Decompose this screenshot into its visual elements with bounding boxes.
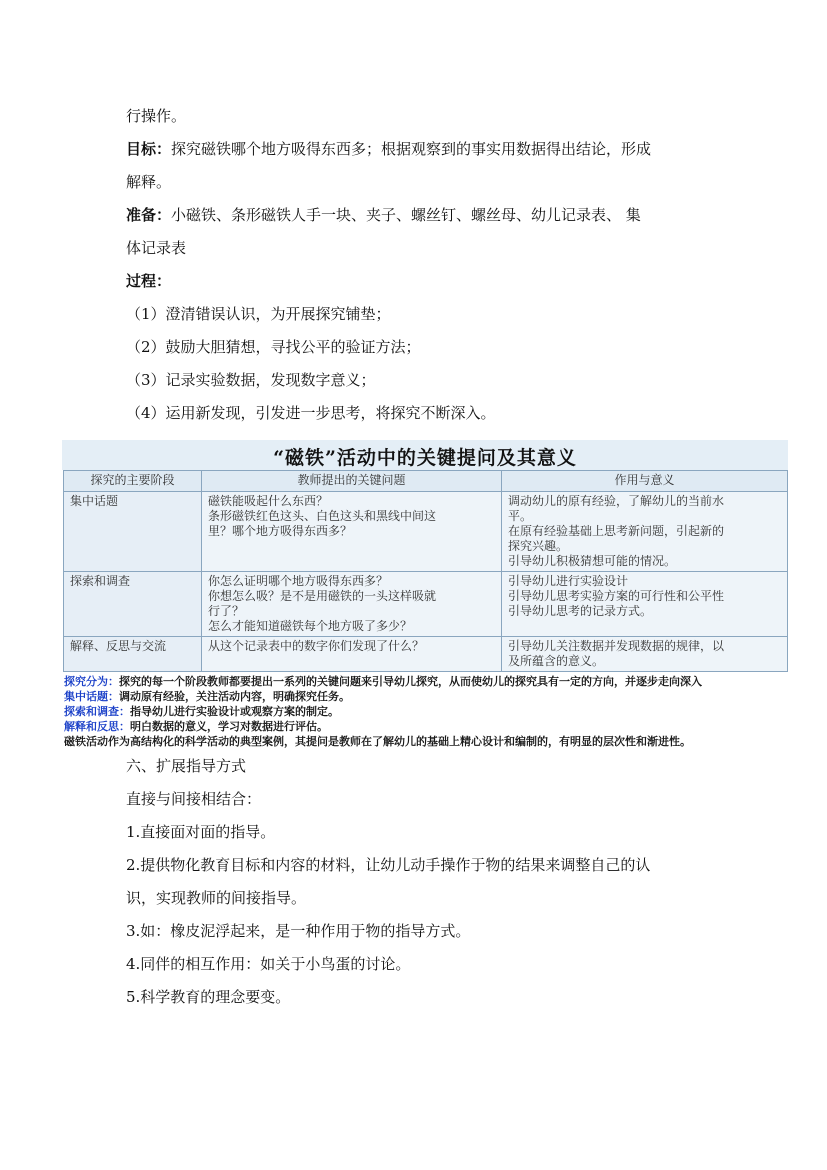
table-row <box>64 572 788 637</box>
figure-notes <box>64 674 788 749</box>
note-line: 解释和反思：明白数据的意义，学习对数据进行评估。 <box>64 720 328 733</box>
stage-cell: 探索和调查 <box>64 572 202 637</box>
stage-cell: 集中话题 <box>64 492 202 572</box>
header-questions: 教师提出的关键问题 <box>202 471 502 492</box>
header-meaning: 作用与意义 <box>502 471 788 492</box>
list-item: 2.提供物化教育目标和内容的材料，让幼儿动手操作于物的结果来调整自己的认 <box>126 856 651 874</box>
questions-cell: 从这个记录表中的数字你们发现了什么？ <box>202 637 502 672</box>
goal-line-2: 解释。 <box>126 173 172 191</box>
header-stage: 探究的主要阶段 <box>64 471 202 492</box>
magnet-activity-figure <box>62 440 788 750</box>
process-step-2: （2）鼓励大胆猜想，寻找公平的验证方法； <box>126 338 421 356</box>
paragraph: 直接与间接相结合： <box>126 790 262 808</box>
process-step-4: （4）运用新发现，引发进一步思考，将探究不断深入。 <box>126 404 496 422</box>
meaning-cell: 引导幼儿进行实验设计 引导幼儿思考实验方案的可行性和公平性 引导幼儿思考的记录方式。 <box>502 572 788 637</box>
note-line: 探索和调查：指导幼儿进行实验设计或观察方案的制定。 <box>64 705 339 718</box>
goal-label: 目标： <box>126 140 172 158</box>
process-step-1: （1）澄清错误认识，为开展探究铺垫； <box>126 305 391 323</box>
list-item: 5.科学教育的理念要变。 <box>126 988 291 1006</box>
meaning-cell: 引导幼儿关注数据并发现数据的规律，以 及所蕴含的意义。 <box>502 637 788 672</box>
note-line: 探究分为：探究的每一个阶段教师都要提出一系列的关键问题来引导幼儿探究，从而使幼儿的探究具有一定的方向，并逐步走向深入 <box>64 675 702 688</box>
questions-cell: 你怎么证明哪个地方吸得东西多？ 你想怎么吸？是不是用磁铁的一头这样吸就 行了？ 怎么才能知道磁铁每个地方吸了多少？ <box>202 572 502 637</box>
goal-line: 目标：探究磁铁哪个地方吸得东西多；根据观察到的事实用数据得出结论，形成 <box>126 140 652 158</box>
note-line: 集中话题：调动原有经验，关注活动内容，明确探究任务。 <box>64 690 350 703</box>
key-questions-table <box>63 470 788 672</box>
note-summary: 磁铁活动作为高结构化的科学活动的典型案例，其提问是教师在了解幼儿的基础上精心设计和编制的，有明显的层次性和渐进性。 <box>64 735 691 748</box>
paragraph-continuation: 行操作。 <box>126 107 187 125</box>
questions-cell: 磁铁能吸起什么东西？ 条形磁铁红色这头、白色这头和黑线中间这 里？哪个地方吸得东西多？ <box>202 492 502 572</box>
figure-title: “磁铁”活动中的关键提问及其意义 <box>273 447 577 469</box>
process-label: 过程： <box>126 272 172 290</box>
table-row <box>64 492 788 572</box>
preparation-line: 准备：小磁铁、条形磁铁人手一块、夹子、螺丝钉、螺丝母、幼儿记录表、 集 <box>126 206 641 224</box>
process-step-3: （3）记录实验数据，发现数字意义； <box>126 371 376 389</box>
meaning-cell: 调动幼儿的原有经验，了解幼儿的当前水 平。 在原有经验基础上思考新问题，引起新的 探究兴趣。 引导幼儿积极猜想可能的情况。 <box>502 492 788 572</box>
table-header-row <box>64 471 788 492</box>
process-label-line <box>126 271 171 291</box>
section-heading: 六、扩展指导方式 <box>126 757 247 775</box>
list-item: 1.直接面对面的指导。 <box>126 823 276 841</box>
stage-cell: 解释、反思与交流 <box>64 637 202 672</box>
list-item: 3.如：橡皮泥浮起来，是一种作用于物的指导方式。 <box>126 922 471 940</box>
preparation-label: 准备： <box>126 206 172 224</box>
list-item-continuation: 识，实现教师的间接指导。 <box>126 889 307 907</box>
preparation-line-2: 体记录表 <box>126 239 187 257</box>
list-item: 4.同伴的相互作用：如关于小鸟蛋的讨论。 <box>126 955 411 973</box>
table-row <box>64 637 788 672</box>
